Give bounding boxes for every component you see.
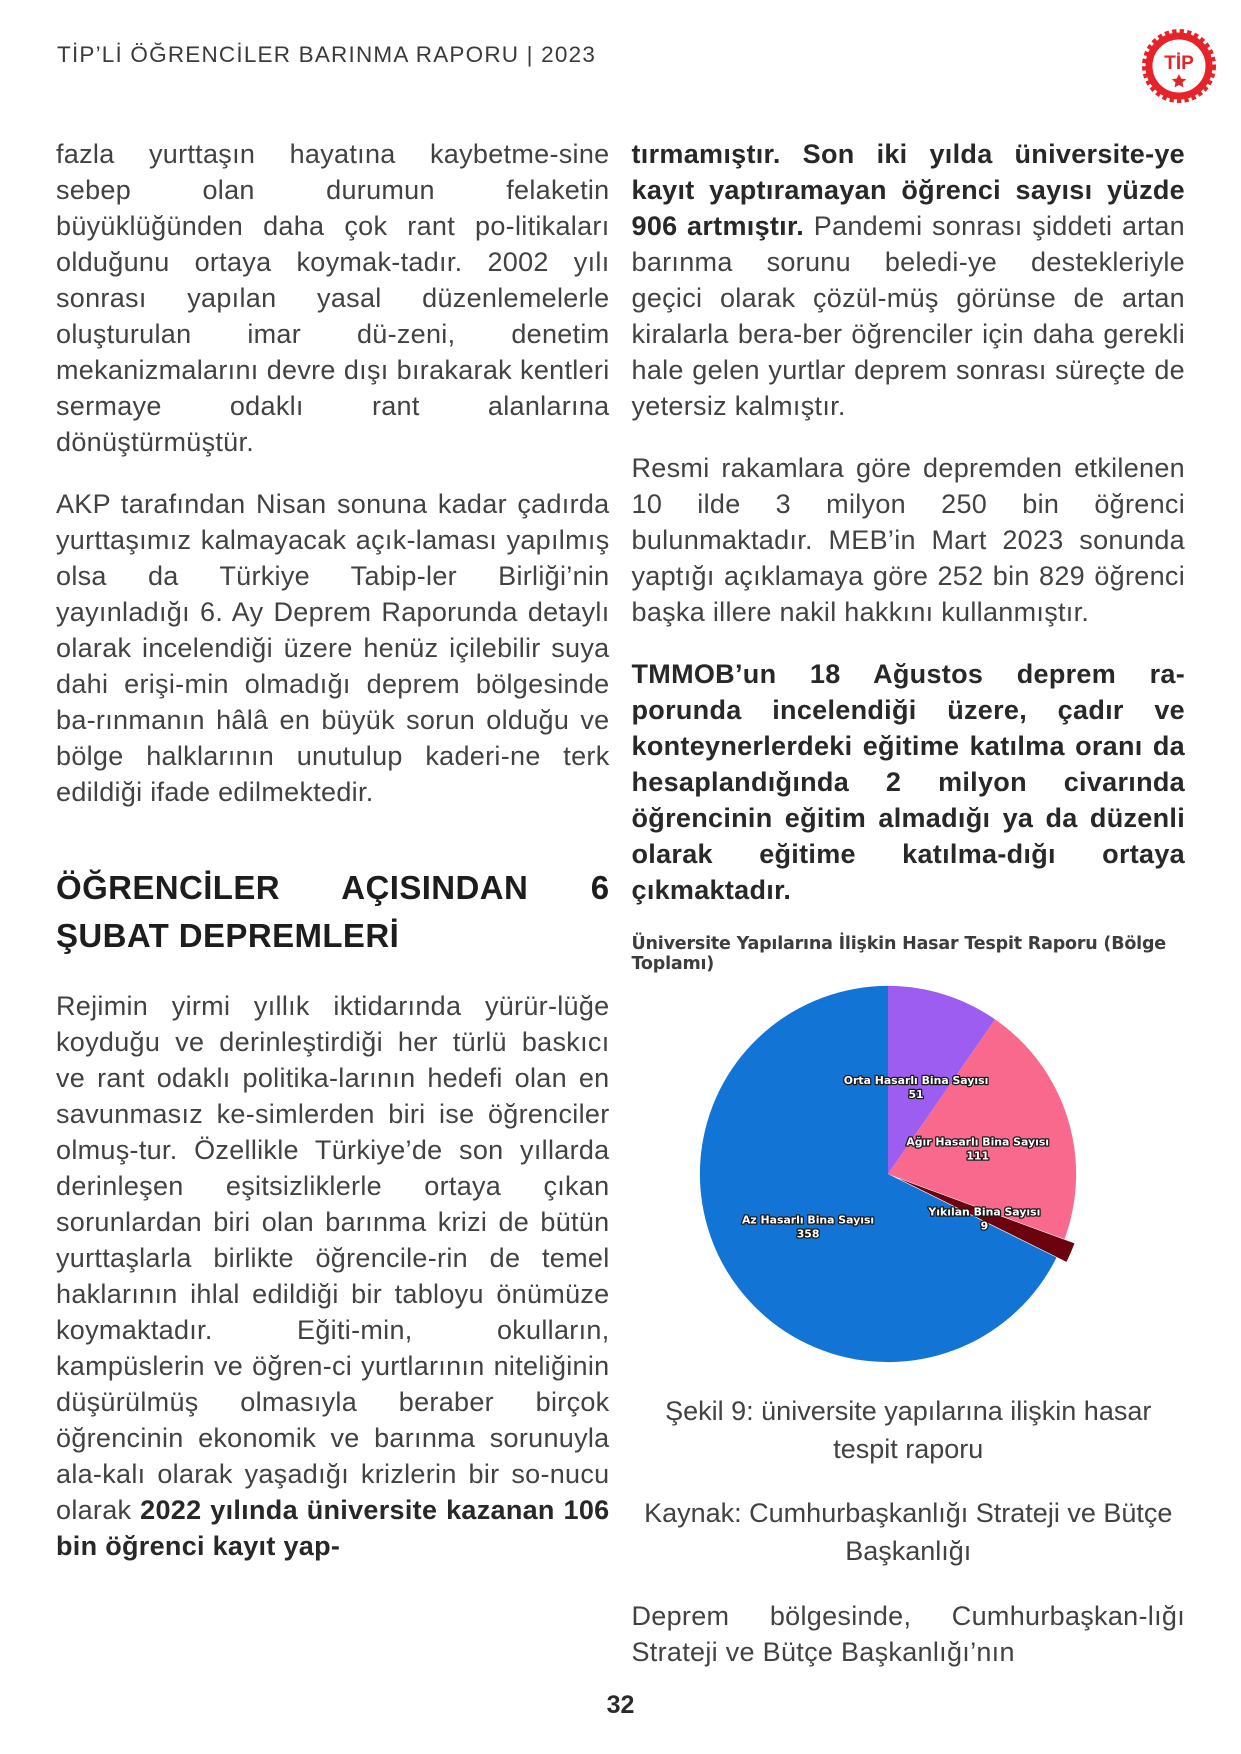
pie-slice-label: Ağır Hasarlı Bina Sayısı (905, 1135, 1049, 1149)
paragraph (56, 486, 610, 810)
left-column (56, 136, 610, 1670)
two-column-content (0, 136, 1241, 1670)
pie-slice-label: Yıkılan Bina Sayısı (927, 1205, 1040, 1219)
tip-logo-icon (1139, 26, 1219, 106)
paragraph (632, 450, 1186, 630)
paragraph-text: Rejimin yirmi yıllık iktidarında yürür-lüğe koyduğu ve derinleştirdiği her türlü baskıcı ve rant odaklı politika-larının hedefi olan en savunmasız ke-simlerden biri ise öğrenciler olmuş-tur. Özellikle Türkiye’de son yıllarda derinleşen eşitsizliklerle ortaya çıkan sorunlardan biri olan barınma krizi de bütün yurttaşlarla birlikte öğrencile-rin de temel haklarının ihlal edildiği bir tabloyu önümüze koymaktadır. Eğiti-min, okulların, kampüslerin ve öğren-ci yurtlarının niteliğinin düşürülmüş olmasıyla beraber birçok öğrencinin ekonomik ve barınma sorunuyla ala-kalı olarak yaşadığı krizlerin bir so-nucu olarak (56, 991, 610, 1525)
paragraph-bold-text: tırmamıştır. Son iki yılda üniversite-ye kayıt yaptıramayan öğrenci sayısı yüzde 906 artmıştır. (631, 139, 1185, 241)
section-heading (56, 864, 610, 960)
paragraph-text: fazla yurttaşın hayatına kaybetme-sine sebep olan durumun felaketin büyüklüğünden daha çok rant po-litikaları olduğunu ortaya koymak-tadır. 2002 yılı sonrası yapılan yasal düzenlemelerle oluşturulan imar dü-zeni, denetim mekanizmalarını devre dışı bırakarak kentleri sermaye odaklı rant alanlarına dönüştürmüştür. (56, 139, 610, 457)
section-heading-line1: ÖĞRENCİLER AÇISINDAN 6 (56, 869, 610, 906)
tip-party-logo-icon (1139, 26, 1219, 106)
report-title: TİP’Lİ ÖĞRENCİLER BARINMA RAPORU | 2023 (57, 42, 597, 67)
pie-slice-value: 358 (796, 1227, 819, 1241)
figure-source: Kaynak: Cumhurbaşkanlığı Strateji ve Bütçe Başkanlığı (644, 1498, 1173, 1566)
paragraph-text: AKP tarafından Nisan sonuna kadar çadırda yurttaşımız kalmayacak açık-laması yapılmış olsa da Türkiye Tabip-ler Birliği’nin yayınladığı 6. Ay Deprem Raporunda detaylı olarak incelendiği üzere henüz içilebilir suya dahi erişi-min olmadığı deprem bölgesinde ba-rınmanın hâlâ en büyük sorun olduğu ve bölge halklarının unutulup kaderi-ne terk edildiği ifade edilmektedir. (56, 489, 610, 807)
paragraph-bold-text: 2022 yılında üniversite kazanan 106 bin öğrenci kayıt yap- (56, 1495, 610, 1561)
logo-text: TİP (1164, 53, 1194, 74)
chart-title: Üniversite Yapılarına İlişkin Hasar Tespit Raporu (Bölge Toplamı) (631, 934, 1166, 974)
pie-chart-container (690, 976, 1186, 1372)
paragraph (56, 988, 610, 1564)
paragraph (56, 136, 610, 460)
pie-slice-value: 9 (980, 1219, 988, 1233)
paragraph-bold-text: TMMOB’un 18 Ağustos deprem ra-porunda incelendiği üzere, çadır ve konteynerlerdeki eğitime katılma oranı da hesaplandığında 2 milyon civarında öğrencinin eğitim almadığı ya da düzenli olarak eğitime katılma-dığı ortaya çıkmaktadır. (631, 659, 1185, 905)
pie-slice-value: 111 (965, 1149, 989, 1163)
paragraph-text: Deprem bölgesinde, Cumhurbaşkan-lığı Strateji ve Bütçe Başkanlığı’nın (631, 1601, 1185, 1667)
right-column (632, 136, 1186, 1670)
paragraph (632, 136, 1186, 424)
page-number: 32 (606, 1691, 635, 1719)
pie-slice-label: Orta Hasarlı Bina Sayısı (843, 1074, 988, 1088)
paragraph (632, 1598, 1186, 1670)
paragraph-text: Resmi rakamlara göre depremden etkilenen 10 ilde 3 milyon 250 bin öğrenci bulunmaktadır. MEB’in Mart 2023 sonunda yaptığı açıklamaya göre 252 bin 829 öğrenci başka illere nakil hakkını kullanmıştır. (631, 453, 1185, 627)
pie-chart (690, 976, 1086, 1372)
paragraph (632, 656, 1186, 908)
figure-block (632, 934, 1186, 1372)
section-heading-line2: ŞUBAT DEPREMLERİ (56, 917, 400, 954)
pie-slice-label: Az Hasarlı Bina Sayısı (741, 1213, 874, 1227)
paragraph-text: Pandemi sonrası şiddeti artan barınma sorunu beledi-ye destekleriyle geçici olarak çözül-müş görünse de artan kiralarla bera-ber öğrenciler için daha gerekli hale gelen yurtlar deprem sonrası süreçte de yetersiz kalmıştır. (631, 211, 1185, 421)
pie-slice-value: 51 (907, 1088, 924, 1102)
figure-caption: Şekil 9: üniversite yapılarına ilişkin hasar tespit raporu (665, 1396, 1152, 1464)
page-header (0, 0, 1241, 106)
